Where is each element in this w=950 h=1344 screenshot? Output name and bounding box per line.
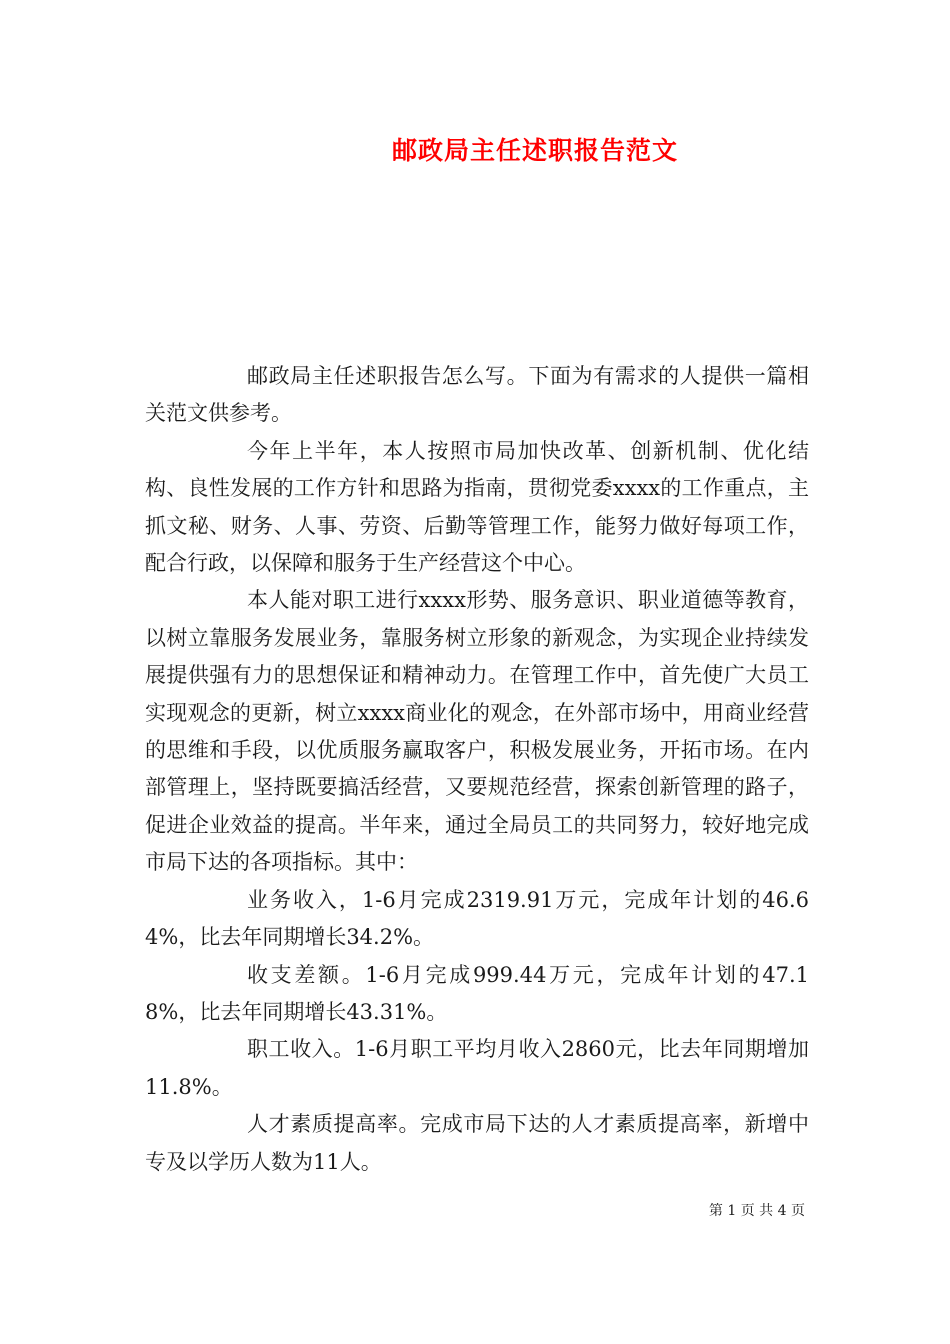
paragraph-balance: 收支差额。1-6月完成999.44万元，完成年计划的47.18%，比去年同期增长43.31%。 <box>145 962 809 1024</box>
document-title: 邮政局主任述职报告范文 <box>391 136 678 165</box>
paragraph-work-overview: 今年上半年，本人按照市局加快改革、创新机制、优化结构、良性发展的工作方针和思路为指南，贯彻党委xxxx的工作重点，主抓文秘、财务、人事、劳资、后勤等管理工作，能努力做好每项工作，配合行政，以保障和服务于生产经营这个中心。 <box>145 438 809 576</box>
paragraph-talent-rate: 人才素质提高率。完成市局下达的人才素质提高率，新增中专及以学历人数为11人。 <box>145 1112 809 1174</box>
document-body <box>145 358 809 1181</box>
paragraph-staff-education: 本人能对职工进行xxxx形势、服务意识、职业道德等教育，以树立靠服务发展业务，靠服务树立形象的新观念，为实现企业持续发展提供强有力的思想保证和精神动力。在管理工作中，首先使广大员工实现观念的更新，树立xxxx商业化的观念，在外部市场中，用商业经营的思维和手段，以优质服务赢取客户，积极发展业务，开拓市场。在内部管理上，坚持既要搞活经营，又要规范经营，探索创新管理的路子，促进企业效益的提高。半年来，通过全局员工的共同努力，较好地完成市局下达的各项指标。其中： <box>145 588 809 875</box>
page-number-footer: 第 1 页 共 4 页 <box>708 1203 805 1219</box>
paragraph-business-income: 业务收入，1-6月完成2319.91万元，完成年计划的46.64%，比去年同期增长34.2%。 <box>145 887 809 950</box>
paragraph-staff-income: 职工收入。1-6月职工平均月收入2860元，比去年同期增加11.8%。 <box>145 1037 809 1099</box>
paragraph-intro: 邮政局主任述职报告怎么写。下面为有需求的人提供一篇相关范文供参考。 <box>145 364 809 426</box>
